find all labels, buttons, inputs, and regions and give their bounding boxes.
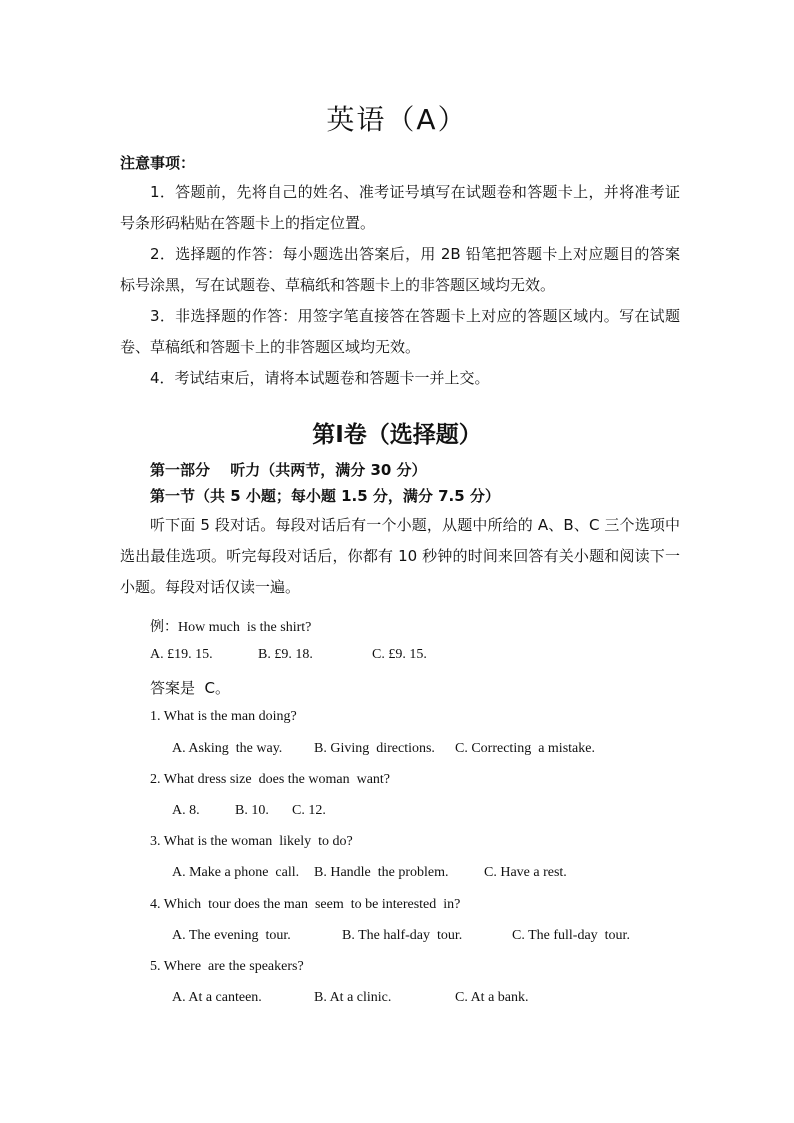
example-option-a: A. £19. 15. (150, 647, 213, 662)
example-option-b: B. £9. 18. (258, 647, 313, 662)
notice-item-4: 4．考试结束后，请将本试题卷和答题卡一并上交。 (150, 369, 490, 387)
q2-option-a: A. 8. (172, 803, 200, 818)
notice-item-3: 3．非选择题的作答：用签字笔直接答在答题卡上对应的答题区域内。写在试题卷、草稿纸和答题卡上的非答题区域均无效。 (120, 307, 680, 356)
q1-option-b: B. Giving directions. (314, 741, 435, 756)
example-prefix: 例： (150, 619, 178, 635)
q4-option-c: C. The full-day tour. (512, 928, 630, 943)
part-heading: 第一部分 听力（共两节，满分 30 分） (150, 461, 427, 479)
question-2: 2. What dress size does the woman want? (150, 772, 391, 787)
volume-title: 第Ⅰ卷（选择题） (312, 422, 482, 448)
q2-option-b: B. 10. (235, 803, 269, 818)
notice-heading: 注意事项： (120, 154, 196, 172)
q4-option-b: B. The half-day tour. (342, 928, 463, 943)
question-1: 1. What is the man doing? (150, 709, 297, 724)
q2-option-c: C. 12. (292, 803, 326, 818)
question-3: 3. What is the woman likely to do? (150, 834, 353, 849)
q1-option-c: C. Correcting a mistake. (455, 741, 595, 756)
q3-option-c: C. Have a rest. (484, 865, 567, 880)
question-5: 5. Where are the speakers? (150, 959, 304, 974)
q5-option-c: C. At a bank. (455, 990, 529, 1005)
example-question: How much is the shirt? (178, 620, 312, 635)
listening-instructions: 听下面 5 段对话。每段对话后有一个小题，从题中所给的 A、B、C 三个选项中选出最佳选项。听完每段对话后，你都有 10 秒钟的时间来回答有关小题和阅读下一小题。每段对话仅读一遍。 (120, 516, 680, 596)
example-answer: 答案是 C。 (150, 679, 231, 697)
q3-option-a: A. Make a phone call. (172, 865, 300, 880)
example-option-c: C. £9. 15. (372, 647, 427, 662)
question-4: 4. Which tour does the man seem to be interested in? (150, 897, 461, 912)
section-heading: 第一节（共 5 小题；每小题 1.5 分，满分 7.5 分） (150, 487, 500, 505)
page-title: 英语（A） (326, 103, 468, 136)
q1-option-a: A. Asking the way. (172, 741, 283, 756)
notice-item-2: 2．选择题的作答：每小题选出答案后，用 2B 铅笔把答题卡上对应题目的答案标号涂黑，写在试题卷、草稿纸和答题卡上的非答题区域均无效。 (120, 245, 680, 294)
example-line (150, 616, 311, 636)
q5-option-b: B. At a clinic. (314, 990, 392, 1005)
q4-option-a: A. The evening tour. (172, 928, 291, 943)
notice-item-1: 1．答题前，先将自己的姓名、准考证号填写在试题卷和答题卡上，并将准考证号条形码粘贴在答题卡上的指定位置。 (120, 183, 680, 232)
q3-option-b: B. Handle the problem. (314, 865, 449, 880)
q5-option-a: A. At a canteen. (172, 990, 262, 1005)
